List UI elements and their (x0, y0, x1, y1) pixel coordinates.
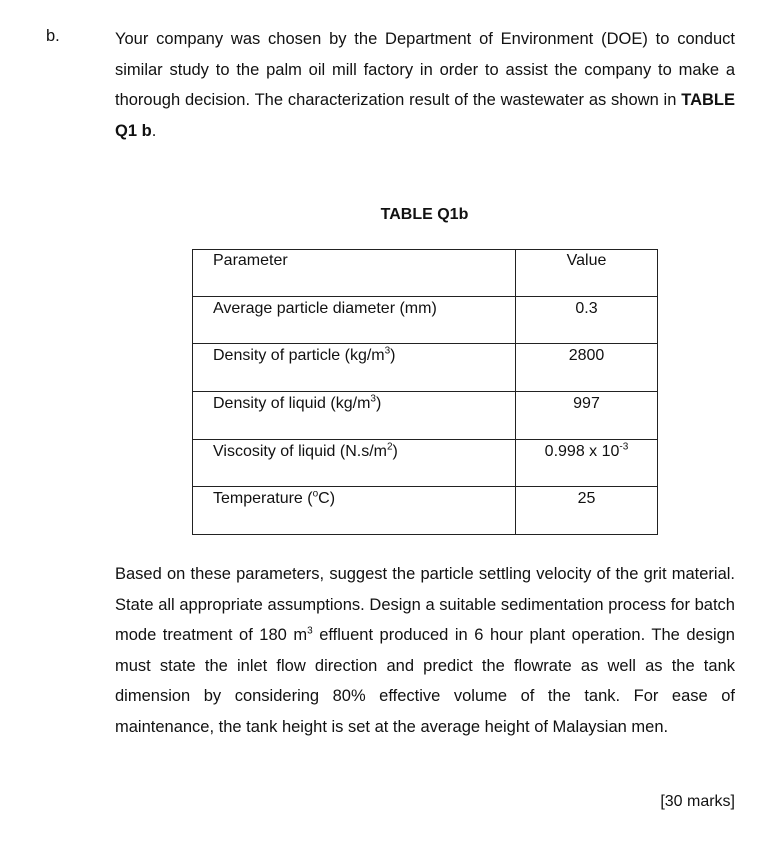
table-title: TABLE Q1b (380, 206, 469, 223)
intro-period: . (151, 122, 157, 141)
task-superscript: 3 (307, 625, 313, 637)
param-text: Density of particle (kg/m (213, 347, 385, 365)
header-value: Value (516, 250, 658, 297)
row-value (516, 439, 658, 487)
table-row (193, 344, 658, 392)
header-parameter: Parameter (193, 250, 516, 297)
row-parameter (193, 487, 516, 535)
param-superscript: o (312, 489, 319, 501)
question-intro (115, 24, 735, 147)
task-text-1: Based on these parameters, suggest the particle settling velocity of the grit material. State all appropriate assumptions. Design a suitable sedimentation process for batch mode treatment of 180 m (115, 565, 735, 645)
parameter-table (192, 249, 658, 535)
value-text: 0.998 x 10 (544, 442, 620, 460)
row-value: 2800 (516, 344, 658, 392)
param-close: ) (392, 442, 398, 460)
table-row (193, 296, 658, 344)
table-row (193, 487, 658, 535)
row-parameter: Average particle diameter (mm) (193, 296, 516, 344)
param-text: Viscosity of liquid (N.s/m (213, 442, 387, 460)
task-text-2: effluent produced in 6 hour plant operation. The design must state the inlet flow direction and predict the flowrate as well as the tank dimension by considering 80% effective volume of the tank. For ease of maintenance, the tank height is set at the average height of Malaysian men. (115, 626, 735, 736)
row-parameter (193, 439, 516, 487)
row-value: 0.3 (516, 296, 658, 344)
param-text: Temperature ( (213, 490, 313, 508)
param-text: Density of liquid (kg/m (213, 395, 371, 413)
row-parameter (193, 344, 516, 392)
param-superscript: 2 (386, 441, 393, 453)
intro-text: Your company was chosen by the Department of Environment (DOE) to conduct similar study to the palm oil mill factory in order to assist the company to make a thorough decision. The characterization result of the wastewater as shown in (115, 30, 735, 110)
marks-label: [30 marks] (660, 793, 735, 810)
param-close: ) (375, 395, 382, 413)
param-close: ) (390, 347, 396, 365)
row-value: 997 (516, 392, 658, 440)
row-parameter (193, 392, 516, 440)
question-label: b. (46, 27, 60, 45)
task-description (115, 559, 735, 743)
table-row (193, 392, 658, 440)
param-superscript: 3 (384, 346, 391, 358)
row-value: 25 (516, 487, 658, 535)
value-exponent: -3 (619, 441, 629, 453)
param-superscript: 3 (370, 393, 376, 405)
table-reference: TABLE Q1 b (115, 91, 735, 141)
table-row (193, 439, 658, 487)
table-header-row (193, 250, 658, 297)
param-close: C) (318, 490, 336, 508)
